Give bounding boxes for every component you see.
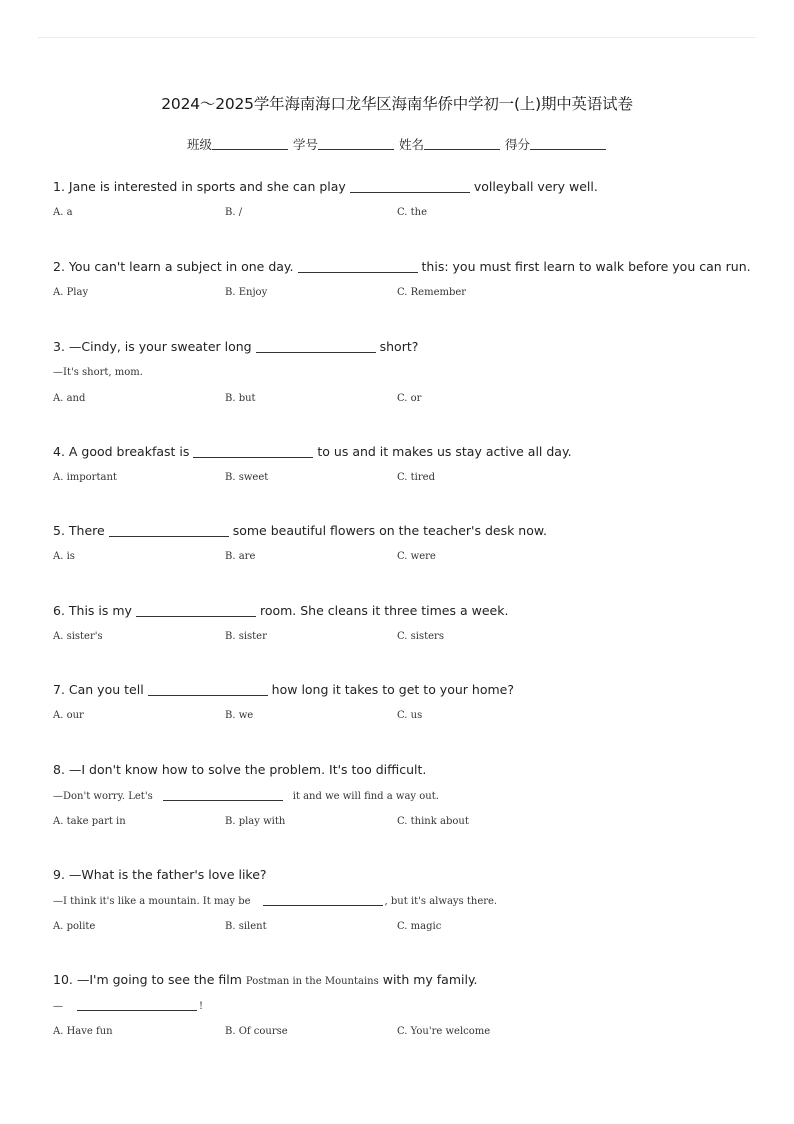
option-a[interactable]: A. is	[53, 551, 75, 562]
answer-blank[interactable]	[148, 682, 268, 696]
option-b[interactable]: B. Enjoy	[225, 287, 268, 298]
question-5	[53, 522, 753, 566]
option-c[interactable]: C. the	[397, 207, 428, 218]
name-label: 姓名	[398, 137, 424, 152]
option-b[interactable]: B. sweet	[225, 472, 269, 483]
options-row	[53, 204, 753, 222]
question-stem: 9. —What is the father's love like?	[53, 867, 267, 882]
score-blank[interactable]	[530, 137, 606, 150]
answer-blank[interactable]	[77, 997, 197, 1011]
id-blank[interactable]	[318, 137, 394, 150]
option-a[interactable]: A. sister's	[53, 631, 103, 642]
answer-blank[interactable]	[263, 892, 383, 906]
answer-blank[interactable]	[298, 259, 418, 273]
option-c[interactable]: C. magic	[397, 921, 442, 932]
option-a[interactable]: A. Play	[53, 287, 89, 298]
options-row	[53, 1023, 753, 1041]
answer-blank[interactable]	[163, 787, 283, 801]
options-row	[53, 390, 753, 408]
option-b[interactable]: B. but	[225, 393, 256, 404]
option-c[interactable]: C. think about	[397, 816, 469, 827]
top-divider	[38, 37, 756, 38]
question-7	[53, 681, 753, 725]
options-row	[53, 918, 753, 936]
option-b[interactable]: B. are	[225, 551, 256, 562]
dialogue-reply: — !	[53, 997, 753, 1015]
answer-blank[interactable]	[256, 339, 376, 353]
option-c[interactable]: C. sisters	[397, 631, 444, 642]
dialogue-reply: —It's short, mom.	[53, 367, 143, 378]
dialogue-reply: —I think it's like a mountain. It may be , but it's always there.	[53, 892, 753, 910]
option-c[interactable]: C. or	[397, 393, 422, 404]
options-row	[53, 707, 753, 725]
option-b[interactable]: B. sister	[225, 631, 267, 642]
question-10	[53, 971, 753, 1041]
question-8	[53, 761, 753, 831]
question-stem: 1. Jane is interested in sports and she can play volleyball very well.	[53, 179, 598, 194]
option-c[interactable]: C. us	[397, 710, 423, 721]
option-c[interactable]: C. were	[397, 551, 436, 562]
option-c[interactable]: C. You're welcome	[397, 1026, 491, 1037]
class-label: 班级	[186, 137, 212, 152]
answer-blank[interactable]	[193, 444, 313, 458]
option-c[interactable]: C. Remember	[397, 287, 467, 298]
class-blank[interactable]	[212, 137, 288, 150]
student-info-row	[0, 135, 794, 153]
option-b[interactable]: B. silent	[225, 921, 267, 932]
question-stem: 10. —I'm going to see the film Postman in the Mountains with my family.	[53, 972, 478, 987]
option-a[interactable]: A. Have fun	[53, 1026, 113, 1037]
question-9	[53, 866, 753, 936]
question-3	[53, 338, 753, 408]
option-b[interactable]: B. play with	[225, 816, 286, 827]
options-row	[53, 813, 753, 831]
question-stem: 2. You can't learn a subject in one day. this: you must first learn to walk before you can run.	[53, 259, 751, 274]
name-blank[interactable]	[424, 137, 500, 150]
question-stem: 6. This is my room. She cleans it three times a week.	[53, 603, 509, 618]
score-label: 得分	[504, 137, 530, 152]
options-row	[53, 284, 753, 302]
film-title: Postman in the Mountains	[245, 976, 379, 987]
question-4	[53, 443, 753, 487]
answer-blank[interactable]	[136, 603, 256, 617]
page-title: 2024～2025学年海南海口龙华区海南华侨中学初一(上)期中英语试卷	[161, 95, 633, 113]
question-1	[53, 178, 753, 222]
option-b[interactable]: B. /	[225, 207, 243, 218]
options-row	[53, 548, 753, 566]
question-stem: 7. Can you tell how long it takes to get to your home?	[53, 682, 514, 697]
options-row	[53, 469, 753, 487]
option-a[interactable]: A. our	[53, 710, 84, 721]
option-b[interactable]: B. we	[225, 710, 254, 721]
answer-blank[interactable]	[109, 523, 229, 537]
answer-blank[interactable]	[350, 179, 470, 193]
question-stem: 3. —Cindy, is your sweater long short?	[53, 339, 419, 354]
option-a[interactable]: A. a	[53, 207, 73, 218]
option-a[interactable]: A. polite	[53, 921, 96, 932]
id-label: 学号	[292, 137, 318, 152]
question-stem: 5. There some beautiful flowers on the teacher's desk now.	[53, 523, 547, 538]
question-stem: 8. —I don't know how to solve the problem. It's too difficult.	[53, 762, 427, 777]
option-a[interactable]: A. important	[53, 472, 117, 483]
question-2	[53, 258, 753, 302]
options-row	[53, 628, 753, 646]
option-a[interactable]: A. and	[53, 393, 86, 404]
dialogue-reply: —Don't worry. Let's it and we will find a way out.	[53, 787, 753, 805]
option-b[interactable]: B. Of course	[225, 1026, 288, 1037]
question-6	[53, 602, 753, 646]
option-c[interactable]: C. tired	[397, 472, 435, 483]
question-stem: 4. A good breakfast is to us and it makes us stay active all day.	[53, 444, 572, 459]
option-a[interactable]: A. take part in	[53, 816, 126, 827]
